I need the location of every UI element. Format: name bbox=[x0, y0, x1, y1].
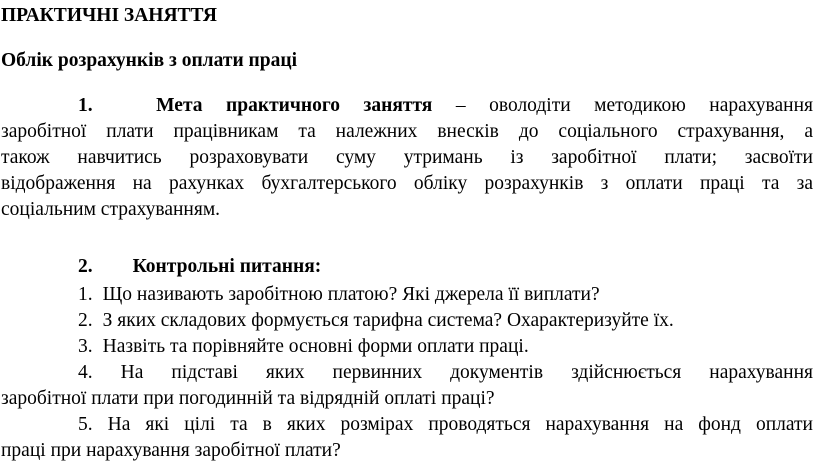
list-item bbox=[78, 335, 529, 359]
goal-line-2: заробітної плати працівникам та належних внесків до соціального страхування, а bbox=[1, 121, 813, 142]
section-subtitle: Облік розрахунків з оплати праці bbox=[1, 50, 298, 71]
questions-number: 2. bbox=[78, 256, 93, 277]
goal-text: – оволодіти методикою нарахування bbox=[455, 95, 813, 116]
list-item-text: На підставі яких первинних документів здійснюється нарахування bbox=[120, 362, 813, 383]
list-item bbox=[78, 283, 600, 307]
list-item-text: Що називають заробітною платою? Які джерела її виплати? bbox=[102, 284, 600, 305]
list-item-number: 1. bbox=[78, 284, 93, 305]
list-item-continuation: заробітної плати при погодинній та відрядній оплаті праці? bbox=[1, 388, 495, 409]
list-item-number: 5. bbox=[78, 414, 93, 435]
list-item-number: 3. bbox=[78, 336, 93, 357]
list-item-number: 4. bbox=[78, 362, 93, 383]
questions-heading bbox=[78, 255, 321, 279]
goal-line-1 bbox=[78, 94, 813, 118]
list-item bbox=[78, 309, 674, 333]
page-title: ПРАКТИЧНІ ЗАНЯТТЯ bbox=[1, 5, 217, 26]
list-item-number: 2. bbox=[78, 310, 93, 331]
goal-line-5: соціальним страхуванням. bbox=[1, 199, 221, 220]
list-item bbox=[78, 413, 813, 437]
list-item-text: Назвіть та порівняйте основні форми оплати праці. bbox=[102, 336, 529, 357]
list-item-text: З яких складових формується тарифна система? Охарактеризуйте їх. bbox=[102, 310, 674, 331]
questions-label: Контрольні питання: bbox=[132, 256, 322, 277]
list-item-text: На які цілі та в яких розмірах проводяться нарахування на фонд оплати bbox=[107, 414, 813, 435]
goal-line-4: відображення на рахунках бухгалтерського обліку розрахунків з оплати праці та за bbox=[1, 173, 813, 194]
list-item bbox=[78, 361, 813, 385]
list-item-continuation: праці при нарахування заробітної плати? bbox=[1, 440, 341, 461]
goal-line-3: також навчитись розраховувати суму утримань із заробітної плати; засвоїти bbox=[1, 147, 813, 168]
goal-number: 1. bbox=[78, 95, 93, 116]
goal-heading: Мета практичного заняття bbox=[156, 95, 433, 116]
